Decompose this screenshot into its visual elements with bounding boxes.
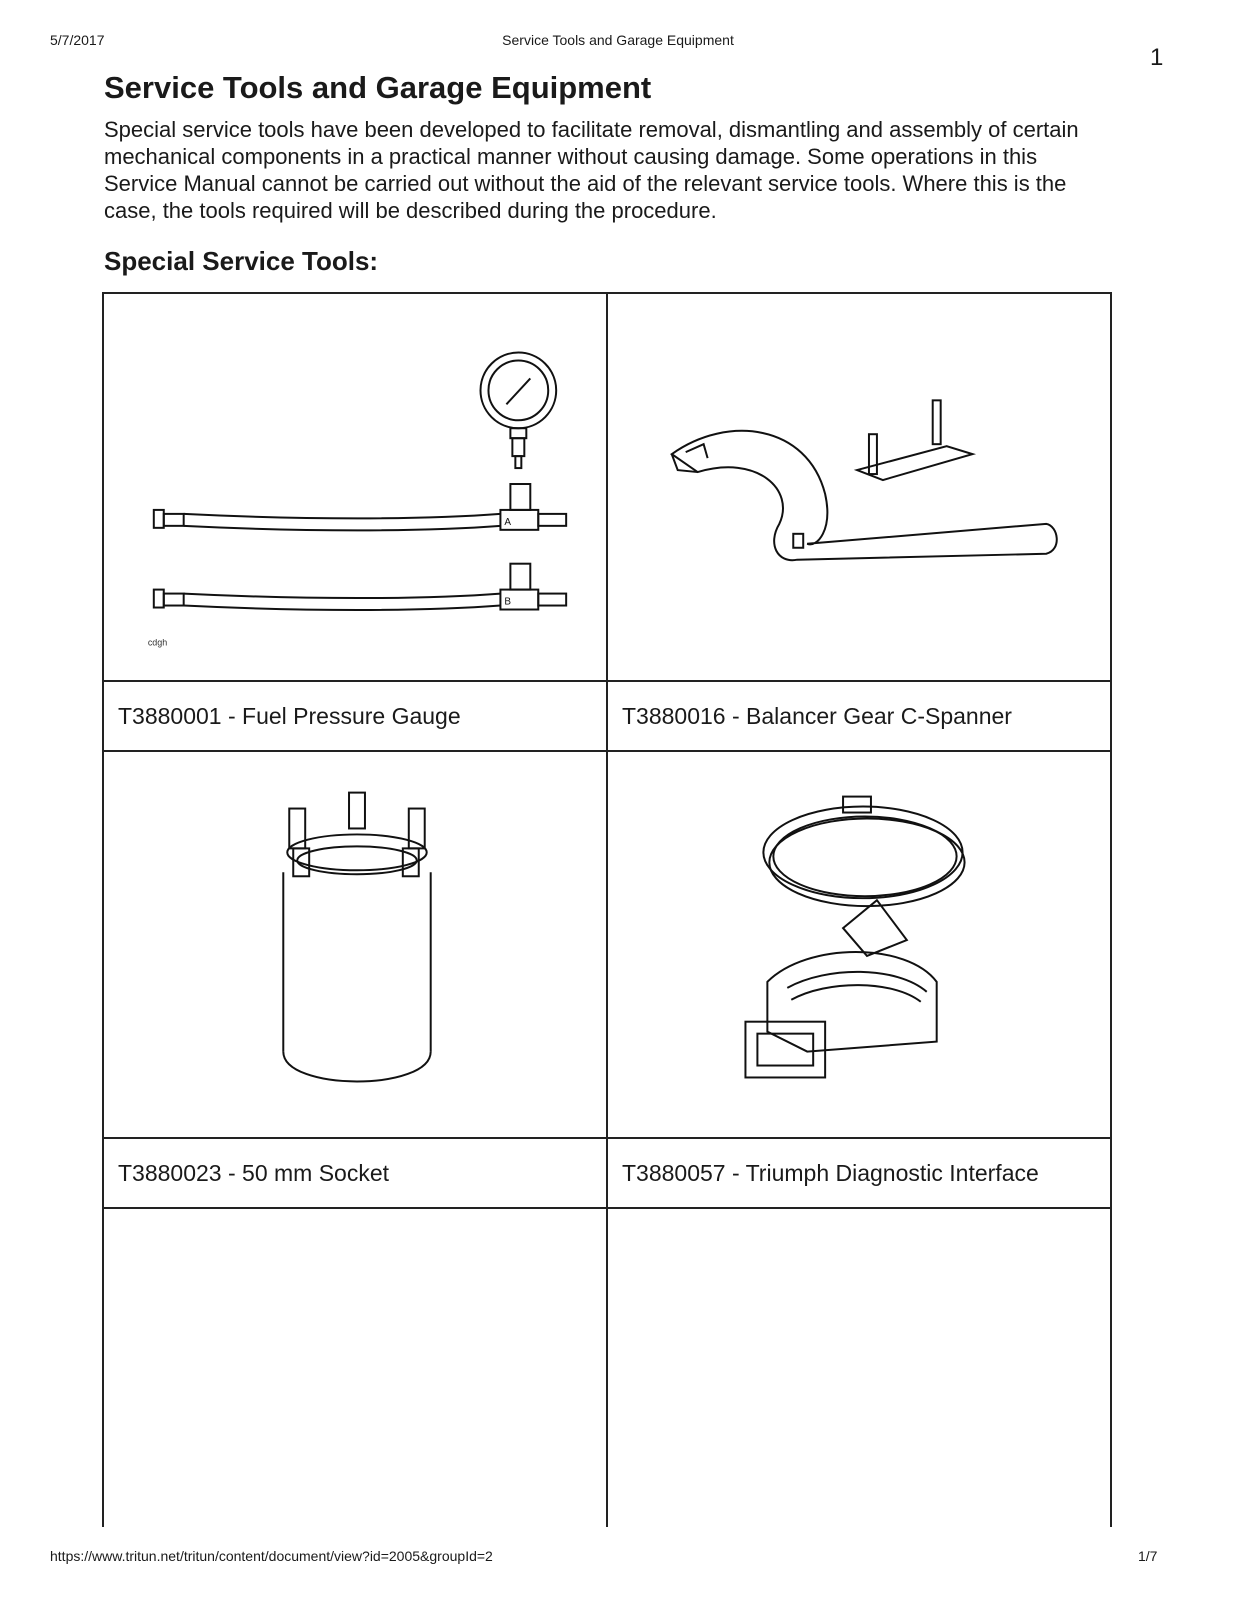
tool-caption: T3880001 - Fuel Pressure Gauge (103, 681, 607, 751)
tool-image-cell (607, 293, 1111, 681)
intro-paragraph: Special service tools have been developed to facilitate removal, dismantling and assembly of certain mechanical components in a practical manner without causing damage. Some operations in this Service Manual cannot be carried out without the aid of the relevant service tools. Where this is the case, the tools required will be described during the procedure. (104, 117, 1079, 223)
footer-page: 1/7 (1138, 1548, 1158, 1564)
tool-caption: T3880057 - Triumph Diagnostic Interface (607, 1138, 1111, 1208)
tool-image-cell (103, 751, 607, 1138)
page-title: Service Tools and Garage Equipment (104, 70, 652, 105)
header-title: Service Tools and Garage Equipment (502, 32, 734, 48)
diagnostic-interface-illustration (608, 752, 1110, 1137)
tool-image-cell (607, 751, 1111, 1138)
tool-caption: T3880016 - Balancer Gear C-Spanner (607, 681, 1111, 751)
page-number: 1 (1150, 44, 1164, 71)
tool-image-cell (103, 293, 607, 681)
figure-code: cdgh (147, 637, 168, 648)
tools-table (102, 292, 1112, 1527)
label-b: B (504, 596, 512, 608)
header-date: 5/7/2017 (50, 32, 105, 48)
footer-url[interactable]: https://www.tritun.net/tritun/content/document/view?id=2005&groupId=2 (50, 1548, 493, 1564)
c-spanner-illustration (608, 294, 1110, 680)
empty-cell (607, 1208, 1111, 1527)
section-heading: Special Service Tools: (104, 246, 379, 276)
empty-cell (103, 1208, 607, 1527)
fuel-pressure-gauge-illustration (104, 294, 606, 680)
tool-caption: T3880023 - 50 mm Socket (103, 1138, 607, 1208)
label-a: A (504, 516, 512, 528)
socket-illustration (104, 752, 606, 1137)
